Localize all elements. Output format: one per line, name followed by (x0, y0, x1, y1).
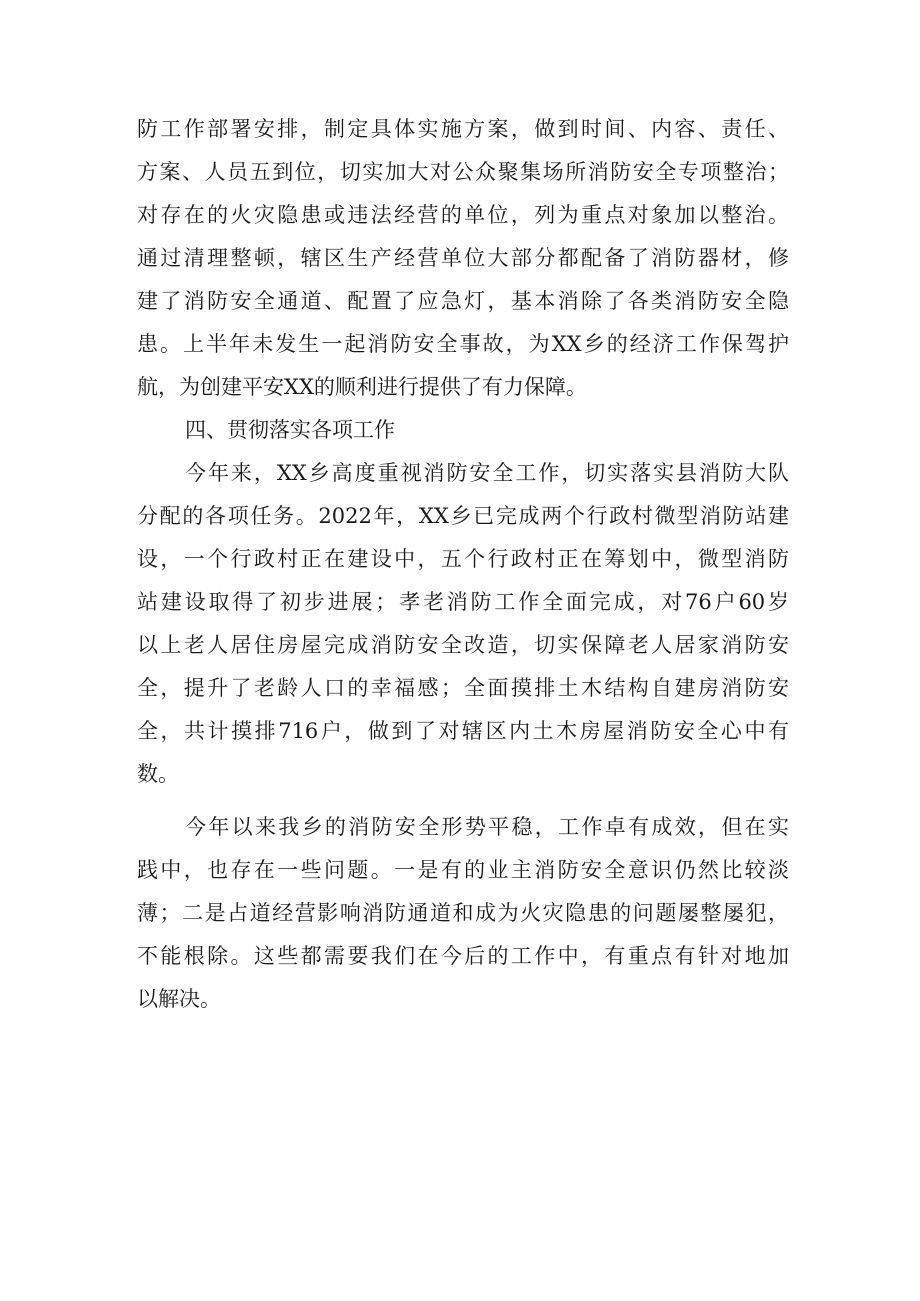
text-line: 防工作部署安排，制定具体实施方案，做到时间、内容、责任、 (137, 117, 789, 141)
text-line: 今年以来我乡的消防安全形势平稳，工作卓有成效，但在实 (185, 815, 789, 839)
heading-text: 四、贯彻落实各项工作 (185, 418, 395, 442)
paragraph-spacer (137, 796, 789, 806)
text-line: 方案、人员五到位，切实加大对公众聚集场所消防安全专项整治； (137, 160, 789, 184)
text-line: 今年来，XX乡高度重视消防安全工作，切实落实县消防大队 (185, 461, 789, 485)
text-line: 通过清理整顿，辖区生产经营单位大部分都配备了消防器材，修 (137, 246, 789, 270)
text-line: 航，为创建平安XX的顺利进行提供了有力保障。 (137, 375, 587, 399)
paragraph (137, 806, 789, 1021)
text-line: 分配的各项任务。2022年，XX乡已完成两个行政村微型消防站建 (137, 504, 789, 528)
paragraph-continuation (137, 108, 789, 409)
text-line: 以上老人居住房屋完成消防安全改造，切实保障老人居家消防安 (137, 633, 789, 657)
paragraph (137, 452, 789, 796)
text-line: 站建设取得了初步进展；孝老消防工作全面完成，对76户60岁 (137, 590, 789, 614)
text-line: 全，共计摸排716户，做到了对辖区内土木房屋消防安全心中有 (137, 719, 789, 743)
section-heading (137, 409, 789, 452)
text-line: 全，提升了老龄人口的幸福感；全面摸排土木结构自建房消防安 (137, 676, 789, 700)
text-line: 患。上半年未发生一起消防安全事故，为XX乡的经济工作保驾护 (137, 332, 789, 356)
text-line: 对存在的火灾隐患或违法经营的单位，列为重点对象加以整治。 (137, 203, 789, 227)
text-line: 数。 (137, 762, 179, 786)
text-line: 薄；二是占道经营影响消防通道和成为火灾隐患的问题屡整屡犯， (137, 901, 789, 925)
text-line: 设，一个行政村正在建设中，五个行政村正在筹划中，微型消防 (137, 547, 789, 571)
document-body (137, 108, 789, 1021)
text-line: 以解决。 (137, 987, 221, 1011)
text-line: 建了消防安全通道、配置了应急灯，基本消除了各类消防安全隐 (137, 289, 789, 313)
text-line: 践中，也存在一些问题。一是有的业主消防安全意识仍然比较淡 (137, 858, 789, 882)
text-line: 不能根除。这些都需要我们在今后的工作中，有重点有针对地加 (137, 944, 789, 968)
